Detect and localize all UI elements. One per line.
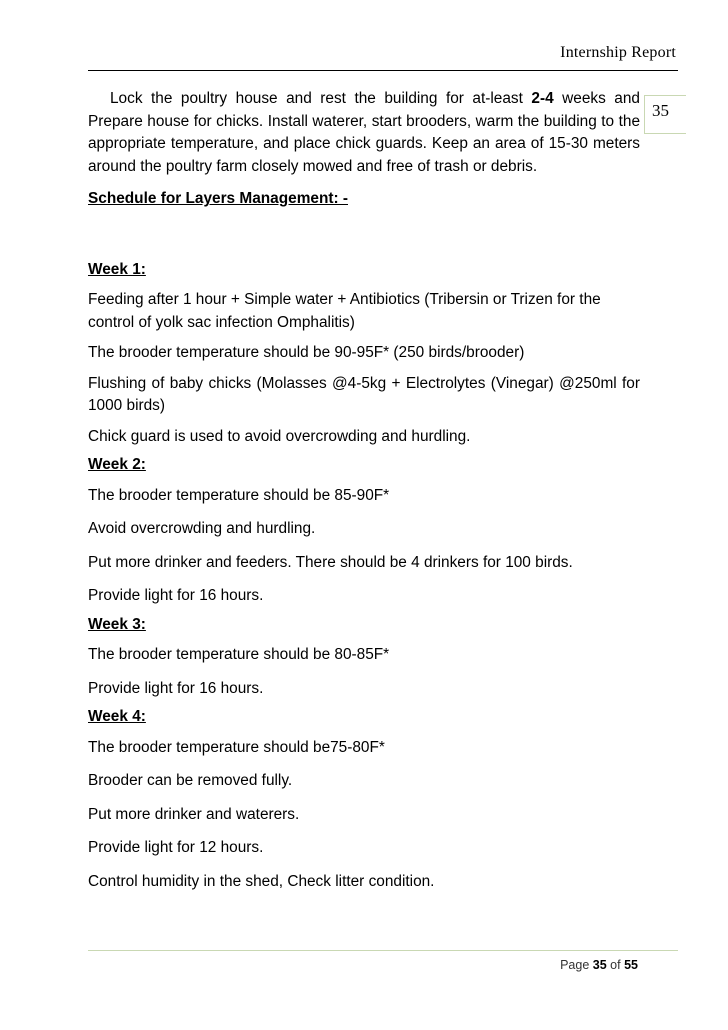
intro-bold-text: 2-4 [531,90,554,107]
footer-of-word: of [610,958,621,972]
week-3-item: Provide light for 16 hours. [88,679,264,697]
page-badge-border-bottom [644,133,686,134]
week-2-item: Put more drinker and feeders. There should be 4 drinkers for 100 birds. [88,553,573,571]
week-1-heading: Week 1: [88,260,146,278]
week-1-item: The brooder temperature should be 90-95F* (250 birds/brooder) [88,344,525,361]
week-3-item: The brooder temperature should be 80-85F* [88,646,390,663]
week-4-item: Provide light for 12 hours. [88,839,264,856]
page-badge-border-left [644,95,645,133]
footer-total-pages: 55 [624,958,638,972]
intro-text-2: weeks and Prepare house for chicks. Install waterer, start brooders, warm the building to the appropriate temperature, and place chick guards. Keep an area of 15-30 meters around the poultry farm closely mowed and free of trash or debris. [88,90,640,175]
week-1-item: Feeding after 1 hour + Simple water + Antibiotics (Tribersin or Trizen for the control of yolk sac infection Omphalitis) [88,291,601,331]
schedule-heading: Schedule for Layers Management: - [88,190,348,207]
week-2-item: Provide light for 16 hours. [88,587,264,604]
footer-page-word: Page [560,958,590,972]
document-body [88,88,640,893]
page-footer [88,950,678,972]
page-badge-border-top [644,95,686,96]
week-4-heading: Week 4: [88,708,146,725]
week-4-item: Control humidity in the shed, Check litter condition. [88,872,435,890]
week-4-item: Brooder can be removed fully. [88,772,293,789]
footer-page-indicator [560,958,638,972]
intro-text-1: Lock the poultry house and rest the building for at-least [110,90,532,107]
week-1-item: Chick guard is used to avoid overcrowding and hurdling. [88,427,471,445]
week-4-item: Put more drinker and waterers. [88,805,300,823]
intro-paragraph [88,88,640,178]
week-2-item: Avoid overcrowding and hurdling. [88,520,316,537]
week-4-item: The brooder temperature should be75-80F* [88,738,385,756]
footer-page-number: 35 [592,958,607,972]
footer-rule [88,950,678,951]
page-badge-number: 35 [652,101,669,120]
week-2-item: The brooder temperature should be 85-90F* [88,486,390,504]
header-title: Internship Report [560,44,676,61]
week-3-heading: Week 3: [88,615,146,633]
header-rule [88,70,678,71]
week-1-item: Flushing of baby chicks (Molasses @4-5kg + Electrolytes (Vinegar) @250ml for 1000 birds) [88,374,640,414]
week-2-heading: Week 2: [88,456,146,473]
